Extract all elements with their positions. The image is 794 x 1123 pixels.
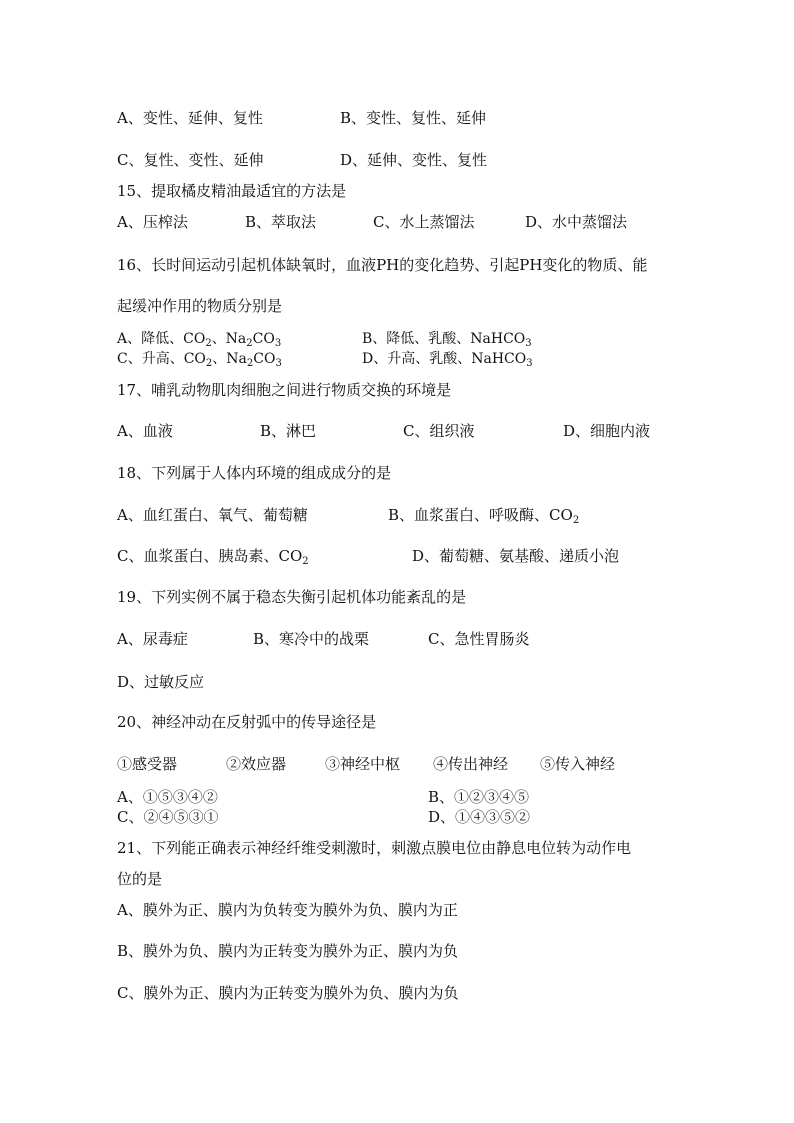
q16-option-d	[362, 350, 533, 368]
q17-option-b: B、淋巴	[260, 422, 317, 440]
q16-option-c-sub2: 2	[246, 358, 254, 369]
q15-option-d: D、水中蒸馏法	[525, 213, 628, 231]
q19-stem: 19、下列实例不属于稳态失衡引起机体功能紊乱的是	[117, 588, 467, 606]
q19-option-b: B、寒冷中的战栗	[253, 630, 370, 648]
q16-option-c-text3: CO	[253, 351, 276, 367]
q16-option-b-text: B、降低、乳酸、NaHCO	[362, 331, 526, 347]
q14-option-a: A、变性、延伸、复性	[117, 109, 263, 127]
q16-option-a-text3: CO	[252, 331, 275, 347]
q14-option-d: D、延伸、变性、复性	[340, 151, 488, 169]
q20-stem: 20、神经冲动在反射弧中的传导途径是	[117, 713, 377, 731]
q18-option-c-sub: 2	[302, 556, 309, 567]
q16-option-a-sub2: 2	[246, 338, 253, 349]
q18-option-c	[117, 546, 309, 566]
q18-stem: 18、下列属于人体内环境的组成成分的是	[117, 464, 392, 482]
q16-option-d-sub: 3	[526, 358, 533, 369]
q19-option-c: C、急性胃肠炎	[428, 630, 530, 648]
q20-item-5: ⑤传入神经	[540, 755, 616, 773]
q14-option-b: B、变性、复性、延伸	[340, 109, 487, 127]
q15-option-c: C、水上蒸馏法	[373, 213, 475, 231]
q18-option-a: A、血红蛋白、氧气、葡萄糖	[117, 506, 308, 524]
q16-option-c-text2: 、Na	[212, 351, 247, 367]
q15-option-b: B、萃取法	[245, 213, 317, 231]
q18-option-d: D、葡萄糖、氨基酸、递质小泡	[412, 547, 620, 565]
q16-option-c	[117, 350, 282, 368]
q14-option-c: C、复性、变性、延伸	[117, 151, 264, 169]
q17-option-c: C、组织液	[403, 422, 475, 440]
q19-option-a: A、尿毒症	[117, 630, 188, 648]
q21-option-b: B、膜外为负、膜内为正转变为膜外为正、膜内为负	[117, 942, 459, 960]
q16-option-c-sub1: 2	[205, 358, 213, 369]
q21-stem-line2: 位的是	[117, 870, 163, 888]
q16-option-b	[362, 330, 532, 348]
q20-option-c: C、②④⑤③①	[117, 808, 219, 826]
q18-option-b-text: B、血浆蛋白、呼吸酶、CO	[388, 506, 573, 524]
q20-option-b: B、①②③④⑤	[428, 788, 530, 806]
q17-option-a: A、血液	[117, 422, 173, 440]
q20-item-2: ②效应器	[226, 755, 287, 773]
q20-item-1: ①感受器	[117, 755, 178, 773]
q18-option-b	[388, 505, 579, 525]
q16-option-a	[117, 330, 281, 348]
q16-option-d-text: D、升高、乳酸、NaHCO	[362, 351, 527, 367]
q20-option-d: D、①④③⑤②	[428, 808, 531, 826]
q17-option-d: D、细胞内液	[563, 422, 651, 440]
q21-option-c: C、膜外为正、膜内为正转变为膜外为负、膜内为负	[117, 984, 459, 1002]
q16-stem-line1: 16、长时间运动引起机体缺氧时，血液PH的变化趋势、引起PH变化的物质、能	[117, 256, 648, 274]
q21-option-a: A、膜外为正、膜内为负转变为膜外为负、膜内为正	[117, 901, 458, 919]
q19-option-d: D、过敏反应	[117, 673, 205, 691]
q16-option-c-text1: C、升高、CO	[117, 351, 206, 367]
q16-option-a-sub1: 2	[205, 338, 212, 349]
q21-stem-line1: 21、下列能正确表示神经纤维受刺激时，刺激点膜电位由静息电位转为动作电	[117, 839, 632, 857]
q16-option-a-text1: A、降低、CO	[117, 331, 206, 347]
q20-item-4: ④传出神经	[433, 755, 509, 773]
q18-option-b-sub: 2	[572, 515, 580, 526]
q20-item-3: ③神经中枢	[325, 755, 401, 773]
q17-stem: 17、哺乳动物肌肉细胞之间进行物质交换的环境是	[117, 381, 452, 399]
q15-option-a: A、压榨法	[117, 213, 188, 231]
q16-option-a-text2: 、Na	[211, 331, 247, 347]
q20-option-a: A、①⑤③④②	[117, 788, 218, 806]
q16-option-c-sub3: 3	[275, 358, 282, 369]
q16-option-b-sub: 3	[525, 338, 532, 349]
q16-option-a-sub3: 3	[274, 338, 282, 349]
q15-stem: 15、提取橘皮精油最适宜的方法是	[117, 182, 347, 200]
q16-stem-line2: 起缓冲作用的物质分别是	[117, 297, 283, 315]
q18-option-c-text: C、血浆蛋白、胰岛素、CO	[117, 547, 303, 565]
